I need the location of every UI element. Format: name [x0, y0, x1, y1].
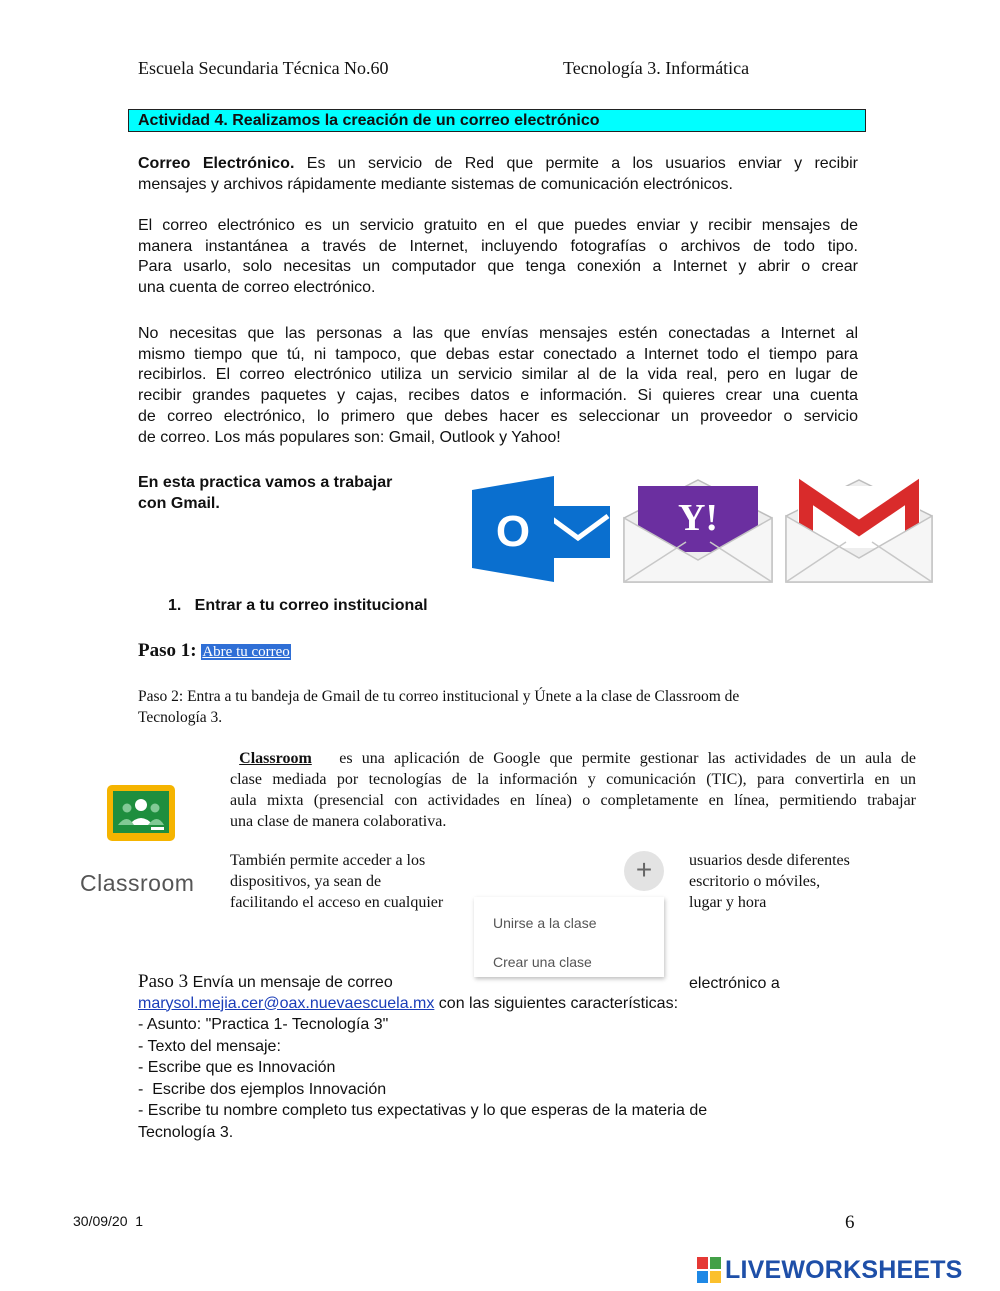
paso2 [138, 686, 838, 728]
yahoo-text: Y! [677, 497, 719, 539]
para3-line: recibirlos. El correo electrónico utiliza un servicio similar al de la vida real, pero en lugar de [138, 366, 858, 384]
classroom-term: Classroom [239, 750, 312, 767]
para2-line: una cuenta de correo electrónico. [138, 279, 376, 297]
intro-term: Correo Electrónico. [138, 155, 295, 172]
access-left-line: facilitando el acceso en cualquier [230, 894, 444, 911]
para3-line: de correo electrónico, lo primero que debes hacer es seleccionar un proveedor o servicio [138, 407, 858, 425]
liveworksheets-brand: LIVEWORKSHEETS [725, 1256, 963, 1284]
paso1-colon: : [190, 640, 197, 661]
add-class-button[interactable] [624, 851, 664, 891]
footer-date: 30/09/20 1 [73, 1213, 144, 1229]
gmail-logo-icon [784, 476, 934, 584]
outlook-letter: O [495, 507, 531, 556]
gmail-intro [138, 472, 438, 514]
paso3-line1-end: electrónico a [689, 975, 780, 992]
access-left-column [230, 850, 443, 913]
paso3-item: - Escribe que es Innovación [138, 1059, 336, 1076]
classroom-desc-line1: es una aplicación de Google que permite gestionar las actividades de un aula de [311, 750, 916, 767]
page-number: 6 [845, 1212, 855, 1233]
para2-line: Para usarlo, solo necesitas un computador que tenga conexión a Internet y abrir o crear [138, 258, 858, 276]
para3-line: No necesitas que las personas a las que envías mensajes estén conectadas a Internet al [138, 325, 858, 342]
paso3-item: Tecnología 3. [138, 1123, 234, 1141]
paso3-item: - Escribe dos ejemplos Innovación [138, 1080, 387, 1098]
para3-line: mismo tiempo que tú, ni tampoco, que debas estar conectado a Internet todo el tiempo para [138, 345, 858, 363]
header-subject: Tecnología 3. Informática [563, 58, 750, 78]
outlook-logo-icon [472, 476, 614, 582]
para2-line: manera instantánea a través de Internet, incluyendo fotografías o archivos de todo tipo. [138, 237, 858, 255]
paso2-line2: Tecnología 3. [138, 709, 223, 726]
paso3-item: - Escribe tu nombre completo tus expectativas y lo que esperas de la materia de [138, 1102, 708, 1119]
liveworksheets-logo-icon [697, 1257, 721, 1283]
paso3-label: Paso 3 [138, 971, 189, 992]
para2-line: El correo electrónico es un servicio gratuito en el que puedes enviar y recibir mensajes de [138, 217, 858, 234]
intro-line2: mensajes y archivos rápidamente mediante sistemas de comunicación electrónicos. [138, 175, 733, 193]
intro-paragraph [138, 154, 858, 195]
access-right-line: lugar y hora [689, 894, 767, 911]
classroom-logo-label: Classroom [80, 870, 195, 896]
para3-line: de correo. Los más populares son: Gmail, Outlook y Yahoo! [138, 428, 561, 446]
access-left-line: También permite acceder a los [230, 852, 426, 869]
classroom-desc-line: clase mediada por tecnologías de la información y comunicación (TIC), para convertirla en un [230, 771, 916, 788]
yahoo-mail-logo-icon [622, 476, 774, 584]
access-right-line: usuarios desde diferentes [689, 852, 850, 869]
access-right-column [689, 850, 850, 913]
paso3-line1-mid: Envía un mensaje de correo [188, 974, 393, 991]
step1-title: 1. Entrar a tu correo institucional [168, 597, 428, 614]
paso2-line1: Paso 2: Entra a tu bandeja de Gmail de tu correo institucional y Únete a la clase de Classroom de [138, 688, 740, 705]
create-class-menu-item[interactable]: Crear una clase [493, 954, 592, 970]
gmail-intro-line2: con Gmail. [138, 495, 220, 512]
header-school: Escuela Secundaria Técnica No.60 [138, 58, 389, 78]
plus-icon: + [635, 854, 653, 885]
paso1-label: Paso 1 [138, 640, 191, 661]
paso3-item: - Asunto: "Practica 1- Tecnología 3" [138, 1016, 389, 1033]
join-class-menu-item[interactable]: Unirse a la clase [493, 915, 597, 931]
class-menu [474, 897, 664, 977]
paso3-line2: con las siguientes características: [434, 994, 679, 1012]
google-classroom-logo-icon [107, 785, 175, 841]
classroom-description [230, 748, 916, 832]
para3-line: recibir grandes paquetes y cajas, recibes datos e información. Si quieres crear una cuenta [138, 387, 858, 405]
classroom-desc-line: aula mixta (presencial con actividades en línea) o completamente en línea, permitiendo trabajar [230, 792, 916, 809]
access-left-line: dispositivos, ya sean de [230, 873, 382, 890]
intro-line1: Es un servicio de Red que permite a los usuarios enviar y recibir [294, 155, 859, 172]
paso3 [138, 971, 898, 1143]
gmail-intro-line1: En esta practica vamos a trabajar [138, 474, 393, 491]
activity-title: Actividad 4. Realizamos la creación de un correo electrónico [138, 112, 600, 129]
providers-paragraph [138, 324, 858, 448]
classroom-desc-line: una clase de manera colaborativa. [230, 813, 447, 830]
paso3-item: - Texto del mensaje: [138, 1037, 281, 1055]
email-description-paragraph [138, 216, 858, 299]
access-right-line: escritorio o móviles, [689, 873, 821, 890]
paso1 [138, 640, 291, 662]
teacher-email-link[interactable]: marysol.mejia.cer@oax.nuevaescuela.mx [138, 994, 435, 1012]
open-email-link[interactable]: Abre tu correo [202, 644, 290, 660]
